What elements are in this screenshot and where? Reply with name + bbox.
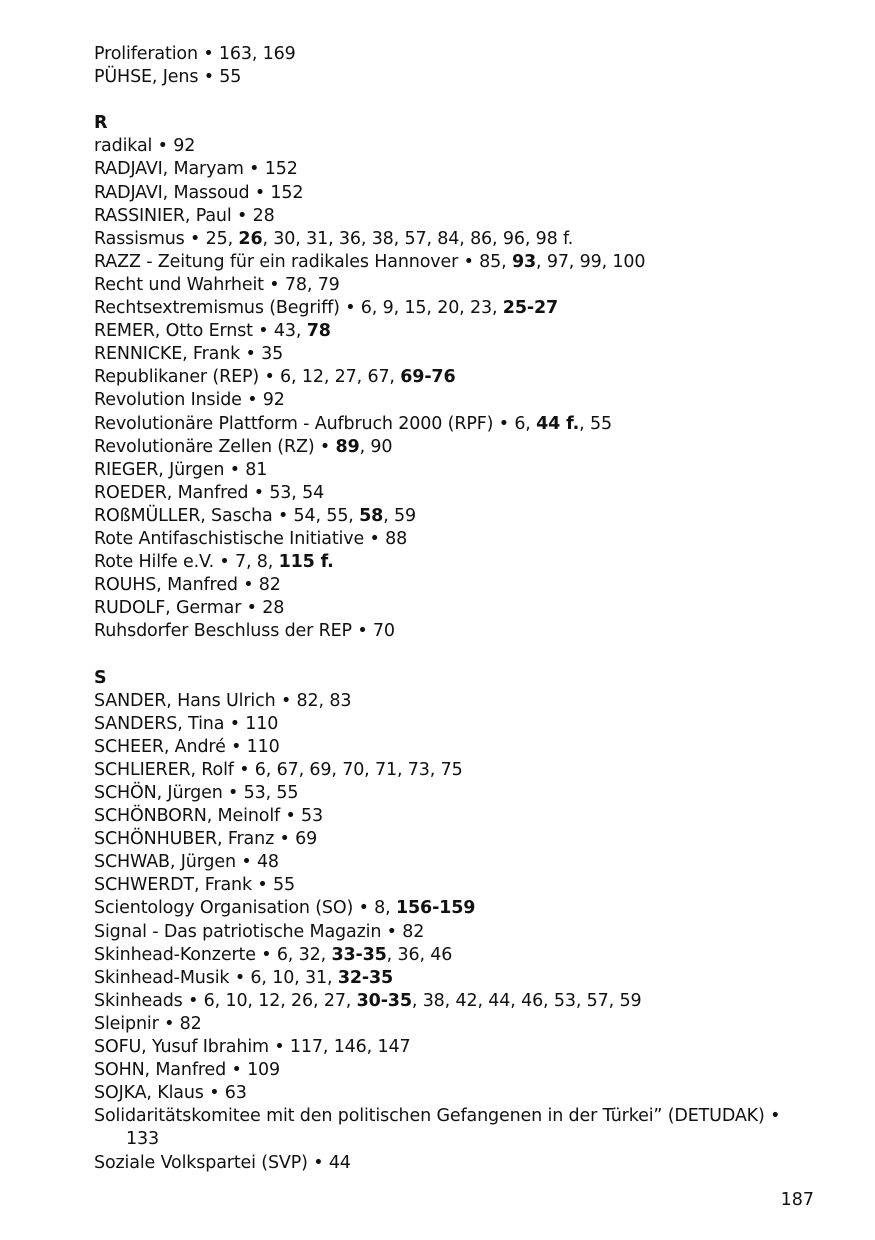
index-entry: Rote Hilfe e.V. • 7, 8, 115 f. bbox=[94, 552, 334, 573]
index-entry: RADJAVI, Massoud • 152 bbox=[94, 182, 304, 203]
index-entry: Recht und Wahrheit • 78, 79 bbox=[94, 274, 340, 295]
index-entry: Revolutionäre Plattform - Aufbruch 2000 (RPF) • 6, 44 f., 55 bbox=[94, 413, 612, 434]
index-entry: PÜHSE, Jens • 55 bbox=[94, 67, 242, 88]
index-list bbox=[94, 43, 814, 1175]
index-entry: SOFU, Yusuf Ibrahim • 117, 146, 147 bbox=[94, 1037, 411, 1058]
index-entry: Signal - Das patriotische Magazin • 82 bbox=[94, 921, 425, 942]
section-gap bbox=[94, 643, 814, 666]
index-entry: Republikaner (REP) • 6, 12, 27, 67, 69-76 bbox=[94, 367, 456, 388]
index-entry: ROEDER, Manfred • 53, 54 bbox=[94, 482, 325, 503]
index-entry: SCHÖNBORN, Meinolf • 53 bbox=[94, 806, 324, 827]
index-entry: Revolutionäre Zellen (RZ) • 89, 90 bbox=[94, 436, 393, 457]
main-reference: 78 bbox=[306, 321, 331, 342]
index-entry: RENNICKE, Frank • 35 bbox=[94, 344, 284, 365]
page-number: 187 bbox=[780, 1190, 814, 1210]
index-entry: RAZZ - Zeitung für ein radikales Hannover • 85, 93, 97, 99, 100 bbox=[94, 251, 646, 272]
index-entry: Rassismus • 25, 26, 30, 31, 36, 38, 57, 84, 86, 96, 98 f. bbox=[94, 228, 574, 249]
main-reference: 32-35 bbox=[337, 967, 394, 988]
index-entry: SANDERS, Tina • 110 bbox=[94, 713, 279, 734]
main-reference: 115 f. bbox=[278, 552, 334, 573]
index-entry: SCHÖNHUBER, Franz • 69 bbox=[94, 829, 318, 850]
main-reference: 58 bbox=[359, 505, 384, 526]
index-entry: Ruhsdorfer Beschluss der REP • 70 bbox=[94, 621, 395, 642]
index-entry: RUDOLF, Germar • 28 bbox=[94, 598, 285, 619]
index-entry: SANDER, Hans Ulrich • 82, 83 bbox=[94, 690, 352, 711]
index-entry: ROßMÜLLER, Sascha • 54, 55, 58, 59 bbox=[94, 505, 416, 526]
index-entry: SCHWERDT, Frank • 55 bbox=[94, 875, 295, 896]
index-entry: Soziale Volkspartei (SVP) • 44 bbox=[94, 1152, 351, 1173]
index-entry: Skinhead-Musik • 6, 10, 31, 32-35 bbox=[94, 967, 394, 988]
index-entry: SCHLIERER, Rolf • 6, 67, 69, 70, 71, 73, 75 bbox=[94, 759, 463, 780]
section-gap bbox=[94, 89, 814, 112]
index-entry: RASSINIER, Paul • 28 bbox=[94, 205, 275, 226]
index-entry: RIEGER, Jürgen • 81 bbox=[94, 459, 268, 480]
main-reference: 89 bbox=[335, 436, 360, 457]
index-entry: SCHÖN, Jürgen • 53, 55 bbox=[94, 783, 299, 803]
index-entry: Rechtsextremismus (Begriff) • 6, 9, 15, 20, 23, 25-27 bbox=[94, 298, 559, 319]
index-entry: Skinheads • 6, 10, 12, 26, 27, 30-35, 38, 42, 44, 46, 53, 57, 59 bbox=[94, 990, 642, 1011]
index-entry: Rote Antifaschistische Initiative • 88 bbox=[94, 528, 408, 549]
main-reference: 44 f. bbox=[536, 413, 580, 434]
main-reference: 30-35 bbox=[356, 990, 412, 1011]
main-reference: 25-27 bbox=[502, 298, 559, 319]
index-entry: Proliferation • 163, 169 bbox=[94, 44, 296, 64]
main-reference: 156-159 bbox=[395, 898, 476, 919]
main-reference: 33-35 bbox=[331, 944, 387, 965]
index-entry: SCHEER, André • 110 bbox=[94, 736, 280, 757]
index-entry: Scientology Organisation (SO) • 8, 156-159 bbox=[94, 898, 476, 919]
main-reference: 26 bbox=[238, 228, 263, 249]
section-letter: S bbox=[94, 667, 107, 688]
index-entry: Sleipnir • 82 bbox=[94, 1013, 202, 1034]
index-entry: RADJAVI, Maryam • 152 bbox=[94, 159, 298, 180]
main-reference: 69-76 bbox=[400, 367, 456, 388]
index-entry: SCHWAB, Jürgen • 48 bbox=[94, 852, 279, 873]
index-entry: ROUHS, Manfred • 82 bbox=[94, 575, 281, 596]
index-entry: SOHN, Manfred • 109 bbox=[94, 1060, 281, 1081]
index-entry: Solidaritätskomitee mit den politischen Gefangenen in der Türkei” (DETUDAK) • 133 bbox=[94, 1106, 781, 1150]
index-entry: Revolution Inside • 92 bbox=[94, 390, 285, 411]
main-reference: 93 bbox=[511, 251, 537, 272]
index-entry: SOJKA, Klaus • 63 bbox=[94, 1083, 247, 1104]
index-entry: Skinhead-Konzerte • 6, 32, 33-35, 36, 46 bbox=[94, 944, 453, 965]
index-entry: REMER, Otto Ernst • 43, 78 bbox=[94, 321, 331, 342]
index-entry: radikal • 92 bbox=[94, 136, 196, 157]
section-letter: R bbox=[94, 113, 108, 134]
